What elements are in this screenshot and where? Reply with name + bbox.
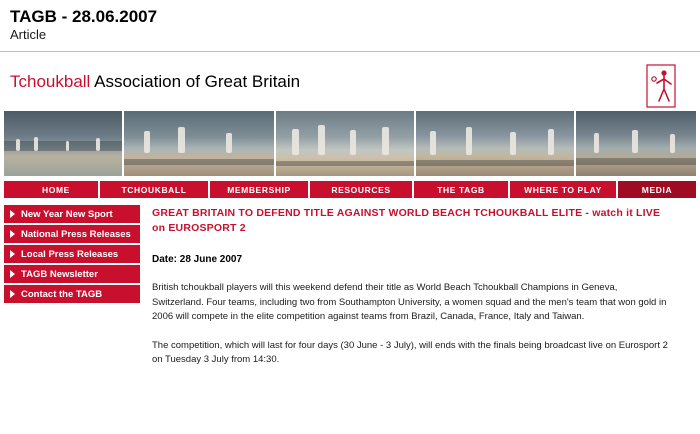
article-content xyxy=(152,206,682,382)
document-header xyxy=(0,0,700,52)
sidebar-item-local-press-releases[interactable] xyxy=(4,245,140,263)
article-headline: GREAT BRITAIN TO DEFEND TITLE AGAINST WORLD BEACH TCHOUKBALL ELITE - watch it LIVE on EUROSPORT 2 xyxy=(152,207,661,234)
page-subtitle: Article xyxy=(10,27,47,42)
tchoukball-player-logo-icon xyxy=(644,63,678,109)
nav-item-label: THE TAGB xyxy=(437,184,485,195)
banner-photo-sports-hall xyxy=(574,111,696,176)
site-brand-accent: Tchoukball xyxy=(10,72,91,91)
nav-item-label: TCHOUKBALL xyxy=(121,184,187,195)
arrow-right-icon xyxy=(10,250,15,258)
article-paragraph: The competition, which will last for four days (30 June - 3 July), will ends with the finals being broadcast live on Eurosport 2 on Tuesday 3 July from 14:30. xyxy=(152,339,668,365)
nav-item-label: RESOURCES xyxy=(331,184,391,195)
sidebar-item-label: New Year New Sport xyxy=(21,208,113,220)
banner-photo-crowd-court xyxy=(4,111,122,176)
nav-item-resources[interactable] xyxy=(310,181,414,198)
nav-item-label: MEDIA xyxy=(641,184,673,195)
sidebar-item-national-press-releases[interactable] xyxy=(4,225,140,243)
nav-item-the-tagb[interactable] xyxy=(414,181,510,198)
sidebar-item-label: Local Press Releases xyxy=(21,248,119,260)
site-brand-band xyxy=(0,53,700,111)
arrow-right-icon xyxy=(10,270,15,278)
page-title: TAGB - 28.06.2007 xyxy=(10,7,158,26)
nav-item-media[interactable] xyxy=(618,181,696,198)
site-brand xyxy=(10,72,300,92)
sidebar-item-label: National Press Releases xyxy=(21,228,131,240)
arrow-right-icon xyxy=(10,290,15,298)
sidebar-item-label: Contact the TAGB xyxy=(21,288,103,300)
nav-item-tchoukball[interactable] xyxy=(100,181,210,198)
main-navigation xyxy=(4,181,696,198)
banner-photo-players-net xyxy=(274,111,414,176)
nav-item-label: MEMBERSHIP xyxy=(227,184,291,195)
article-paragraph: British tchoukball players will this weekend defend their title as World Beach Tchoukball Champions in Geneva, Switzerland. Four teams, including two from Southampton University, a women squad and the men's team that won gold in 2006 will compete in the elite competition against teams from Brazil, Canada, France, Italy and Taiwan. xyxy=(152,282,667,322)
banner-photo-indoor-court xyxy=(414,111,574,176)
sidebar xyxy=(4,205,140,305)
sidebar-item-tagb-newsletter[interactable] xyxy=(4,265,140,283)
nav-item-label: HOME xyxy=(42,184,70,195)
sidebar-item-label: TAGB Newsletter xyxy=(21,268,98,280)
nav-item-label: WHERE TO PLAY xyxy=(524,184,602,195)
article-date: Date: 28 June 2007 xyxy=(152,254,243,265)
sidebar-item-contact-the-tagb[interactable] xyxy=(4,285,140,303)
banner-photo-players-action xyxy=(122,111,274,176)
arrow-right-icon xyxy=(10,210,15,218)
sidebar-item-new-year-new-sport[interactable] xyxy=(4,205,140,223)
nav-item-membership[interactable] xyxy=(210,181,310,198)
tchoukball-photo-banner xyxy=(4,111,696,176)
nav-item-home[interactable] xyxy=(4,181,100,198)
nav-item-where-to-play[interactable] xyxy=(510,181,618,198)
site-brand-rest: Association of Great Britain xyxy=(90,72,301,91)
arrow-right-icon xyxy=(10,230,15,238)
